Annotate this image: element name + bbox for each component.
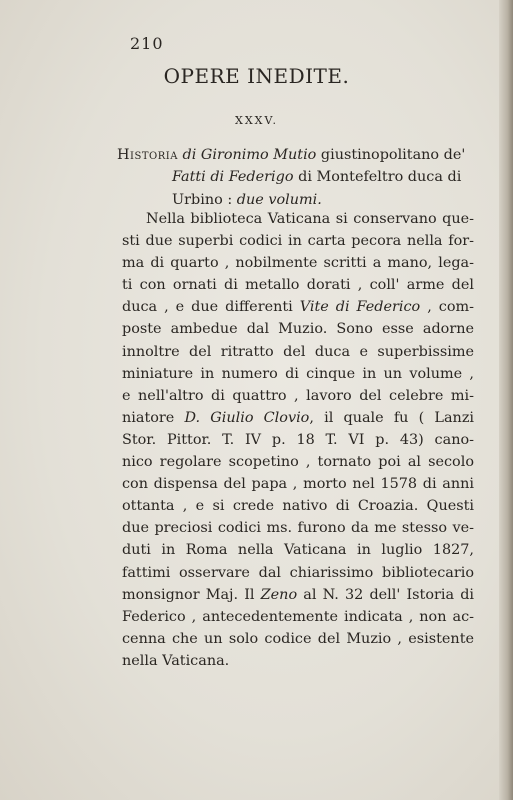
entry-place: Urbino : xyxy=(172,191,237,208)
body-line-text: sti due superbi codici in carta pecora nella for- xyxy=(122,233,474,250)
body-line xyxy=(122,650,474,672)
body-line-text: al N. 32 dell' Istoria di xyxy=(297,586,475,603)
page-number: 210 xyxy=(130,34,164,53)
body-line xyxy=(122,562,474,584)
body-line-text: ottanta , e si crede nativo di Croazia. Questi xyxy=(122,498,474,515)
body-line-text: duti in Roma nella Vaticana in luglio 1827, xyxy=(122,542,474,559)
body-line xyxy=(122,274,474,296)
body-line-text: fattimi osservare dal chiarissimo bibliotecario xyxy=(122,564,474,581)
body-line xyxy=(122,385,474,407)
body-line-text: innoltre del ritratto del duca e superbissime xyxy=(122,343,474,360)
body-paragraph xyxy=(122,208,474,672)
entry-volumes: due volumi. xyxy=(236,191,322,208)
body-line-italic: Zeno xyxy=(260,586,298,603)
entry-head-word: Historia xyxy=(117,147,178,163)
body-line-text: duca , e due differenti xyxy=(122,299,300,316)
body-line xyxy=(122,628,474,650)
body-line-text: ma di quarto , nobilmente scritti a mano, lega- xyxy=(122,255,474,272)
body-line-text: , il quale fu ( Lanzi xyxy=(309,409,475,426)
body-line xyxy=(122,473,474,495)
body-line-text: due preciosi codici ms. furono da me stesso ve- xyxy=(122,520,474,537)
body-line-text: niatore xyxy=(122,409,185,426)
body-line xyxy=(122,407,474,429)
body-line-text: ti con ornati di metallo dorati , coll' arme del xyxy=(122,277,474,294)
body-line-text: monsignor Maj. Il xyxy=(122,586,261,603)
body-line xyxy=(122,208,474,230)
body-line xyxy=(122,230,474,252)
body-line-text: Nella biblioteca Vaticana si conservano que- xyxy=(146,211,474,227)
body-line xyxy=(122,341,474,363)
body-line xyxy=(122,517,474,539)
body-line-italic: D. Giulio Clovio xyxy=(184,409,310,426)
body-line xyxy=(122,584,474,606)
running-title: OPERE INEDITE. xyxy=(163,64,350,88)
body-line xyxy=(122,606,474,628)
entry-line-1 xyxy=(117,144,472,166)
body-line-text: cenna che un solo codice del Muzio , esistente xyxy=(122,630,474,647)
entry-author: di Gironimo Mutio xyxy=(182,147,317,163)
body-line-text: nella Vaticana. xyxy=(122,652,230,669)
body-line-text: Stor. Pittor. T. IV p. 18 T. VI p. 43) cano- xyxy=(122,431,474,448)
body-line-text: e nell'altro di quattro , lavoro del celebre mi- xyxy=(122,387,474,404)
body-line-italic: Vite di Federico xyxy=(299,299,421,316)
body-line-text: con dispensa del papa , morto nel 1578 di anni xyxy=(122,476,474,493)
body-line xyxy=(122,495,474,517)
body-line xyxy=(122,363,474,385)
entry-author-origin: giustinopolitano de' xyxy=(316,147,466,163)
body-line-text: nico regolare scopetino , tornato poi al secolo xyxy=(122,454,474,471)
entry-title: Fatti di Federigo xyxy=(172,169,294,186)
body-line xyxy=(122,429,474,451)
entry-title-rest: di Montefeltro duca di xyxy=(293,169,462,186)
bibliographic-entry xyxy=(117,144,472,211)
body-line xyxy=(122,539,474,561)
body-line-text: Federico , antecedentemente indicata , non ac- xyxy=(122,608,474,625)
body-line xyxy=(122,451,474,473)
section-number: XXXV. xyxy=(234,114,278,127)
body-line-text: , com- xyxy=(420,299,474,316)
body-line xyxy=(122,252,474,274)
body-line-text: miniature in numero di cinque in un volume , xyxy=(122,365,474,382)
body-line-text: poste ambedue dal Muzio. Sono esse adorne xyxy=(122,321,474,338)
body-line xyxy=(122,296,474,318)
body-line xyxy=(122,318,474,340)
entry-line-2 xyxy=(117,166,472,188)
